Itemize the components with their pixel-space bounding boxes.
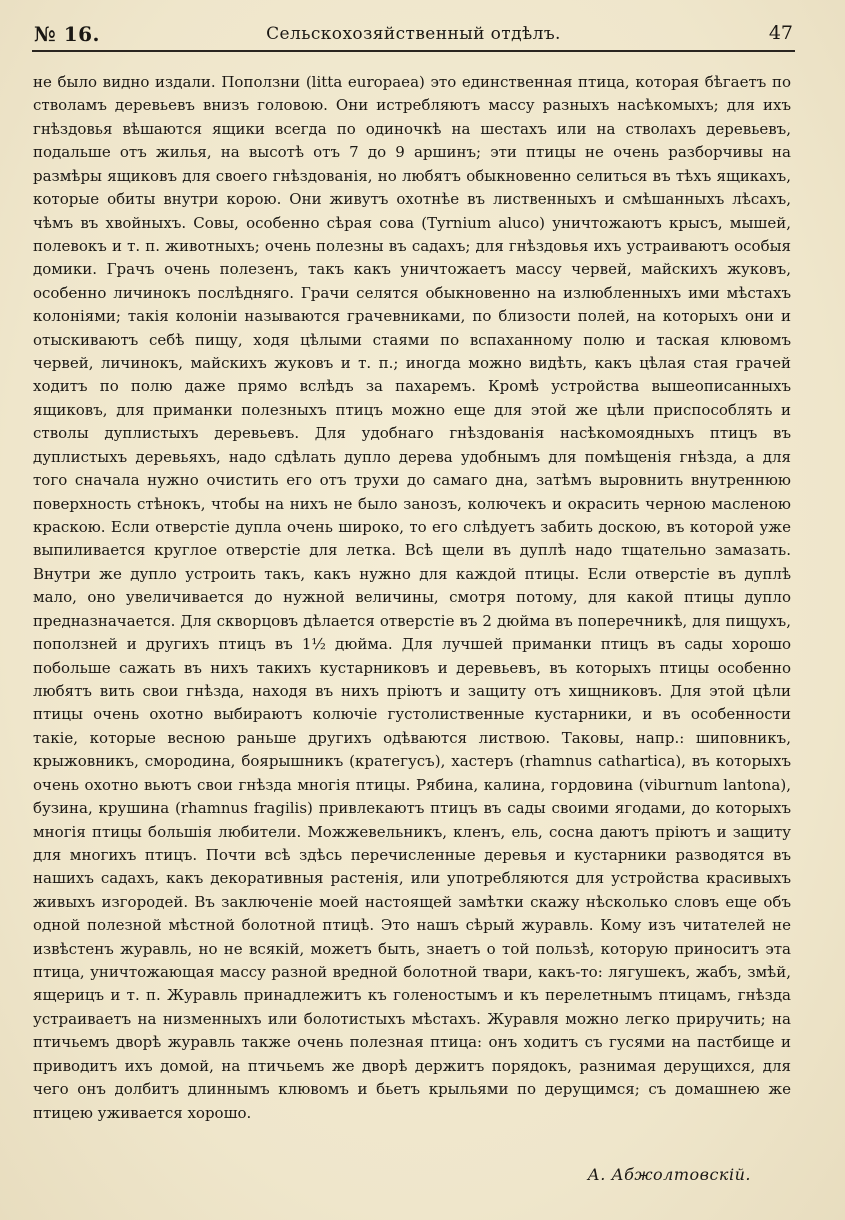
page-number: 47	[768, 22, 793, 44]
author-signature: А. Абжолтовскій.	[587, 1165, 751, 1184]
header-rule	[32, 50, 795, 52]
issue-number: № 16.	[34, 22, 100, 46]
page-header	[34, 16, 793, 50]
section-title: Сельскохозяйственный отдѣлъ.	[266, 24, 561, 44]
article-body: не было видно издали. Поползни (litta europaea) это единственная птица, которая бѣгаетъ по стволамъ деревьевъ внизъ головою. Они истребляютъ массу разныхъ насѣкомыхъ; для ихъ гнѣздовья вѣшаются ящики всегда по одиночкѣ на шестахъ или на стволахъ деревьевъ, подальше отъ жилья, на высотѣ отъ 7 до 9 аршинъ; эти птицы не очень разборчивы на размѣры ящиковъ для своего гнѣздованія, но любятъ обыкновенно селиться въ тѣхъ ящикахъ, которые обиты внутри корою. Они живутъ охотнѣе въ лиственныхъ и смѣшанныхъ лѣсахъ, чѣмъ въ хвойныхъ. Совы, особенно сѣрая сова (Tyrnium aluco) уничтожаютъ крысъ, мышей, полевокъ и т. п. животныхъ; очень полезны въ садахъ; для гнѣздовья ихъ устраиваютъ особыя домики. Грачъ очень полезенъ, такъ какъ уничтожаетъ массу червей, майскихъ жуковъ, особенно личинокъ послѣдняго. Грачи селятся обыкновенно на излюбленныхъ ими мѣстахъ колоніями; такія колоніи называются грачевниками, по близости полей, на которыхъ они и отыскиваютъ себѣ пищу, ходя цѣлыми стаями по вспаханному полю и таская клювомъ червей, личинокъ, майскихъ жуковъ и т. п.; иногда можно видѣть, какъ цѣлая стая грачей ходитъ по полю даже прямо вслѣдъ за пахаремъ. Кромѣ устройства вышеописанныхъ ящиковъ, для приманки полезныхъ птицъ можно еще для этой же цѣли приспособлять и стволы дуплистыхъ деревьевъ. Для удобнаго гнѣздованія насѣкомоядныхъ птицъ въ дуплистыхъ деревьяхъ, надо сдѣлать дупло дерева удобнымъ для помѣщенія гнѣзда, а для того сначала нужно очистить его отъ трухи до самаго дна, затѣмъ выровнить внутреннюю поверхность стѣнокъ, чтобы на нихъ не было занозъ, колючекъ и окрасить черною масленою краскою. Если отверстіе дупла очень широко, то его слѣдуетъ забить доскою, въ которой уже выпиливается круглое отверстіе для летка. Всѣ щели въ дуплѣ надо тщательно замазать. Внутри же дупло устроить такъ, какъ нужно для каждой птицы. Если отверстіе въ дуплѣ мало, оно увеличивается до нужной величины, смотря потому, для какой птицы дупло предназначается. Для скворцовъ дѣлается отверстіе въ 2 дюйма въ поперечникѣ, для пищухъ, поползней и другихъ птицъ въ 1½ дюйма. Для лучшей приманки птицъ въ сады хорошо побольше сажать въ нихъ такихъ кустарниковъ и деревьевъ, въ которыхъ птицы особенно любятъ вить свои гнѣзда, находя въ нихъ пріютъ и защиту отъ хищниковъ. Для этой цѣли птицы очень охотно выбираютъ колючіе густолиственные кустарники, и въ особенности такіе, которые весною раньше другихъ одѣваются листвою. Таковы, напр.: шиповникъ, крыжовникъ, смородина, боярышникъ (кратегусъ), хастеръ (rhamnus cathartica), въ которыхъ очень охотно вьютъ свои гнѣзда многія птицы. Рябина, калина, гордовина (viburnum lantona), бузина, крушина (rhamnus fragilis) привлекаютъ птицъ въ сады своими ягодами, до которыхъ многія птицы большія любители. Можжевельникъ, кленъ, ель, сосна даютъ пріютъ и защиту для многихъ птицъ. Почти всѣ здѣсь перечисленные деревья и кустарники разводятся въ нашихъ садахъ, какъ декоративныя растенія, или употребляются для устройства красивыхъ живыхъ изгородей. Въ заключеніе моей настоящей замѣтки скажу нѣсколько словъ еще объ одной полезной мѣстной болотной птицѣ. Это нашъ сѣрый журавль. Кому изъ читателей не извѣстенъ журавль, но не всякій, можетъ быть, знаетъ о той пользѣ, которую приноситъ эта птица, уничтожающая массу разной вредной болотной твари, какъ-то: лягушекъ, жабъ, змѣй, ящерицъ и т. п. Журавль принадлежитъ къ голеностымъ и къ перелетнымъ птицамъ, гнѣзда устраиваетъ на низменныхъ или болотистыхъ мѣстахъ. Журавля можно легко приручить; на птичьемъ дворѣ журавль также очень полезная птица: онъ ходитъ съ гусями на пастбище и приводитъ ихъ домой, на птичьемъ же дворѣ держитъ порядокъ, разнимая дерущихся, для чего онъ долбитъ длиннымъ клювомъ и бьетъ крыльями по дерущимся; съ домашнею же птицею уживается хорошо.	[33, 73, 791, 1122]
